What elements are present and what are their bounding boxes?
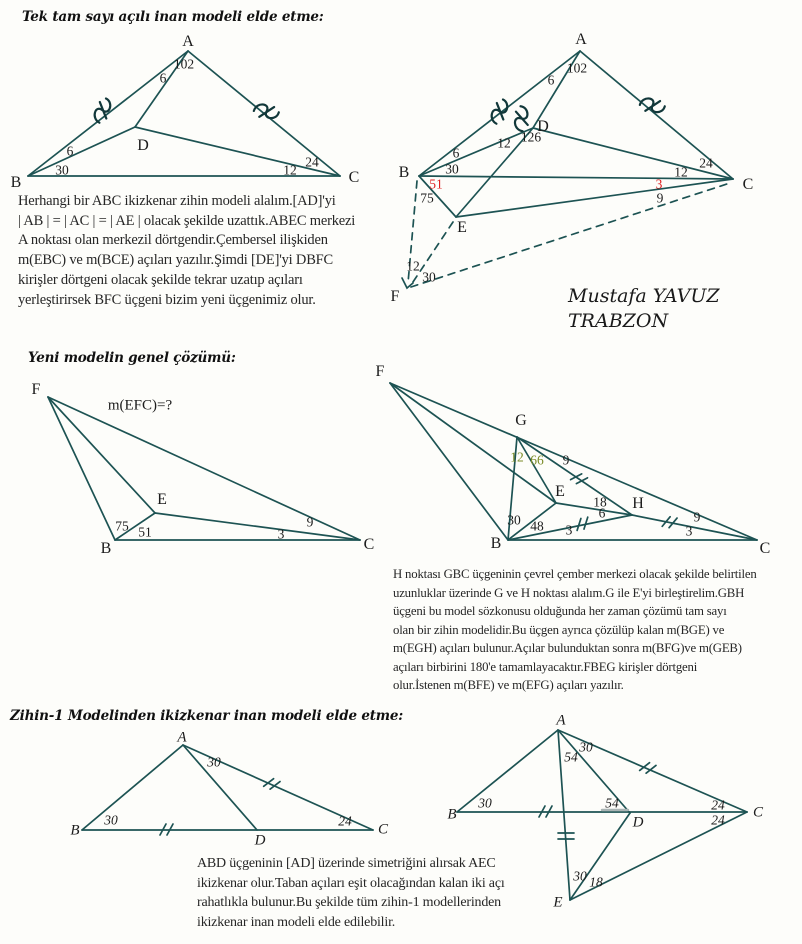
paragraph-line: üçgeni bu model sözkonusu olduğunda her zaman çözümü tam sayı bbox=[393, 604, 727, 618]
d6-segment-ad bbox=[558, 730, 630, 813]
d2-side-bc bbox=[419, 176, 733, 179]
d1-side-ab bbox=[28, 51, 188, 176]
d4-angle-66: 66 bbox=[530, 452, 544, 468]
d2-angle-3: 3 bbox=[655, 176, 663, 192]
d5-vertex-c: C bbox=[377, 821, 389, 838]
d2-vertex-f: F bbox=[390, 288, 400, 305]
d3-segment-fe bbox=[48, 397, 155, 513]
paragraph-3 bbox=[197, 854, 505, 932]
d1-angle-6a: 6 bbox=[159, 70, 167, 86]
d3-vertex-c: C bbox=[363, 536, 375, 553]
d6-side-ab bbox=[457, 730, 558, 812]
paragraph-line: A noktası olan merkezil dörtgendir.Çembersel ilişkiden bbox=[18, 232, 328, 249]
d4-segment-ge bbox=[517, 437, 556, 503]
d4-angle-18: 18 bbox=[593, 494, 607, 510]
d4-vertex-g: G bbox=[515, 412, 527, 429]
diagram-3 bbox=[48, 397, 360, 540]
d4-vertex-h: H bbox=[632, 495, 644, 512]
d1-segment-ad bbox=[135, 51, 188, 127]
d6-side-ac bbox=[558, 730, 747, 812]
d4-segment-gh bbox=[517, 437, 632, 515]
d2-segment-be bbox=[419, 176, 456, 217]
d4-angle-6: 6 bbox=[598, 505, 606, 521]
d6-segment-ae bbox=[558, 730, 570, 900]
paragraph-line: açıları birbirini 180'e tamamlayacaktır.FBEG kirişler dörtgeni bbox=[393, 659, 698, 674]
d4-vertex-c: C bbox=[759, 540, 771, 557]
d2-angle-6a: 6 bbox=[547, 72, 555, 88]
d2-dashed-bf bbox=[408, 181, 417, 283]
d2-vertex-b: B bbox=[398, 164, 410, 181]
d1-angle-102: 102 bbox=[173, 56, 195, 72]
d3-vertex-f: F bbox=[31, 381, 41, 398]
paragraph-line: kirişler dörtgeni olacak şekilde tekrar uzatıp açıları bbox=[18, 271, 303, 288]
d3-angle-3: 3 bbox=[277, 526, 285, 542]
paragraph-2 bbox=[393, 565, 757, 695]
d4-angle-9a: 9 bbox=[562, 452, 570, 468]
d3-angle-51: 51 bbox=[138, 524, 152, 540]
d6-angle-18: 18 bbox=[589, 874, 603, 890]
d2-angle-30a: 30 bbox=[445, 161, 459, 177]
d6-vertex-c: C bbox=[752, 804, 764, 821]
d3-vertex-e: E bbox=[157, 491, 167, 508]
paragraph-line: ABD üçgeninin [AD] üzerinde simetriğini alırsak AEC bbox=[197, 856, 496, 871]
squiggle-icon bbox=[639, 92, 666, 119]
d2-vertex-d: D bbox=[537, 118, 549, 135]
d6-segment-ec bbox=[570, 812, 747, 900]
signature-city: TRABZON bbox=[568, 310, 669, 332]
d2-angle-75: 75 bbox=[420, 190, 434, 206]
paragraph-line: ikizkenar olur.Taban açıları eşit olacağından kalan iki açı bbox=[197, 875, 505, 891]
paragraph-line: H noktası GBC üçgeninin çevrel çember merkezi olacak şekilde belirtilen bbox=[393, 567, 757, 581]
paragraph-line: ikizkenar inan modeli elde edilebilir. bbox=[197, 914, 396, 930]
d6-tick-ac bbox=[640, 760, 656, 775]
d5-vertex-b: B bbox=[70, 822, 80, 839]
double-tick-icon bbox=[640, 760, 656, 775]
d4-angle-30: 30 bbox=[507, 512, 521, 528]
section-title-1: Tek tam sayı açılı inan modeli elde etme: bbox=[22, 9, 324, 25]
d1-vertex-b: B bbox=[10, 174, 22, 191]
d4-vertex-b: B bbox=[490, 535, 502, 552]
d2-side-ab bbox=[419, 51, 580, 176]
paragraph-line: yerleştirirsek BFC üçgeni bizim yeni üçgenimiz olur. bbox=[18, 291, 316, 308]
d4-vertex-e: E bbox=[555, 483, 565, 500]
d4-segment-bh bbox=[507, 512, 632, 540]
d2-segment-bd bbox=[419, 128, 533, 176]
diagram-2 bbox=[402, 51, 733, 288]
d4-segment-gb bbox=[508, 437, 517, 540]
d4-angle-48: 48 bbox=[530, 518, 544, 534]
d2-vertex-a: A bbox=[575, 31, 587, 48]
d4-angle-12: 12 bbox=[510, 449, 524, 465]
d4-segment-hc bbox=[632, 515, 757, 540]
d1-congruence-mark-ac bbox=[253, 98, 280, 125]
d3-side-fb bbox=[48, 397, 115, 540]
d1-angle-30: 30 bbox=[55, 162, 69, 178]
d2-angle-12b: 12 bbox=[674, 164, 688, 180]
squiggle-icon bbox=[253, 98, 280, 125]
d6-vertex-e: E bbox=[553, 894, 563, 911]
d6-angle-24a: 24 bbox=[711, 797, 725, 813]
d2-angle-12c: 12 bbox=[406, 258, 420, 274]
d3-angle-75: 75 bbox=[115, 518, 129, 534]
paragraph-line: m(EGH) açıları bulunur.Açılar bulunduktan sonra m(BFG)ve m(GEB) bbox=[393, 641, 742, 655]
diagram-1 bbox=[28, 51, 340, 176]
d2-angle-6b: 6 bbox=[452, 145, 460, 161]
d4-line-fgc bbox=[390, 383, 757, 540]
d2-segment-ec bbox=[456, 176, 733, 217]
d4-vertex-f: F bbox=[375, 363, 385, 380]
d3-side-fc bbox=[48, 397, 360, 540]
paragraph-line: rahatlıkla bulunur.Bu şekilde tüm zihin-1 modellerinden bbox=[197, 895, 501, 911]
paragraph-line: olur.İstenen m(BFE) ve m(EFG) açıları yazılır. bbox=[393, 678, 624, 692]
paragraph-line: | AB | = | AC | = | AE | olacak şekilde uzattık.ABEC merkezi bbox=[18, 212, 356, 229]
d2-segment-de bbox=[456, 128, 533, 217]
d1-angle-12: 12 bbox=[283, 162, 297, 178]
d4-angle-3b: 3 bbox=[685, 523, 693, 539]
d6-angle-30c: 30 bbox=[573, 868, 587, 884]
d6-vertex-d: D bbox=[632, 814, 644, 831]
d6-angle-30a: 30 bbox=[579, 739, 593, 755]
d2-segment-ad bbox=[533, 51, 580, 128]
d5-segment-ad bbox=[183, 745, 257, 830]
d2-angle-24: 24 bbox=[699, 155, 713, 171]
d2-angle-126: 126 bbox=[520, 129, 542, 145]
d2-angle-30b: 30 bbox=[422, 269, 436, 285]
d6-vertex-a: A bbox=[556, 712, 566, 729]
d5-angle-30b: 30 bbox=[104, 812, 118, 828]
d6-vertex-b: B bbox=[447, 806, 457, 823]
d4-angle-9b: 9 bbox=[693, 509, 701, 525]
d5-angle-24: 24 bbox=[338, 813, 352, 829]
d4-side-fb bbox=[390, 383, 508, 540]
d5-angle-30a: 30 bbox=[207, 754, 221, 770]
d5-vertex-d: D bbox=[254, 832, 266, 849]
paragraph-line: uzunluklar üzerinde G ve H noktası alalım.G ile E'yi birleştirelim.GBH bbox=[393, 585, 745, 600]
paragraph-line: Herhangi bir ABC ikizkenar zihin modeli alalım.[AD]'yi bbox=[18, 193, 336, 209]
d2-dashed-ef bbox=[411, 222, 453, 285]
d5-side-ac bbox=[183, 745, 373, 830]
d3-vertex-b: B bbox=[100, 540, 112, 557]
d1-angle-24: 24 bbox=[305, 154, 319, 170]
d3-angle-9: 9 bbox=[306, 514, 314, 530]
d6-angle-54b: 54 bbox=[605, 795, 619, 811]
d6-angle-24b: 24 bbox=[711, 812, 725, 828]
d1-angle-6b: 6 bbox=[66, 143, 74, 159]
d3-question: m(EFC)=? bbox=[107, 397, 173, 414]
d2-angle-102: 102 bbox=[566, 60, 588, 76]
paragraph-1 bbox=[18, 192, 355, 310]
d2-dashed-fc bbox=[411, 184, 727, 287]
d2-vertex-e: E bbox=[457, 219, 467, 236]
d2-vertex-c: C bbox=[742, 176, 754, 193]
d5-side-ab bbox=[82, 745, 183, 830]
section-title-2: Yeni modelin genel çözümü: bbox=[28, 350, 236, 366]
d6-angle-30b: 30 bbox=[478, 795, 492, 811]
d2-angle-12a: 12 bbox=[497, 135, 511, 151]
d1-vertex-d: D bbox=[137, 137, 149, 154]
paragraph-line: m(EBC) ve m(BCE) açıları yazılır.Şimdi [DE]'yi DBFC bbox=[18, 252, 333, 269]
d2-congruence-mark-ac bbox=[639, 92, 666, 119]
section-title-3: Zihin-1 Modelinden ikizkenar inan modeli elde etme: bbox=[10, 708, 404, 724]
signature bbox=[568, 284, 720, 334]
signature-name: Mustafa YAVUZ bbox=[568, 285, 720, 307]
d6-angle-54a: 54 bbox=[564, 749, 578, 765]
d2-angle-51: 51 bbox=[429, 176, 443, 192]
d3-segment-be bbox=[115, 513, 155, 540]
d2-angle-9: 9 bbox=[656, 190, 664, 206]
paragraph-line: olan bir zihin modelidir.Bu üçgen ayrıca çözülüp kalan m(BGE) ve bbox=[393, 622, 725, 637]
d4-segment-eh bbox=[556, 503, 632, 515]
diagram-5 bbox=[82, 745, 373, 835]
d4-angle-3a: 3 bbox=[565, 522, 573, 538]
d5-vertex-a: A bbox=[177, 729, 187, 746]
diagram-4 bbox=[390, 383, 757, 540]
d6-segment-de bbox=[570, 813, 630, 900]
d1-vertex-a: A bbox=[182, 33, 194, 50]
d1-vertex-c: C bbox=[348, 169, 360, 186]
